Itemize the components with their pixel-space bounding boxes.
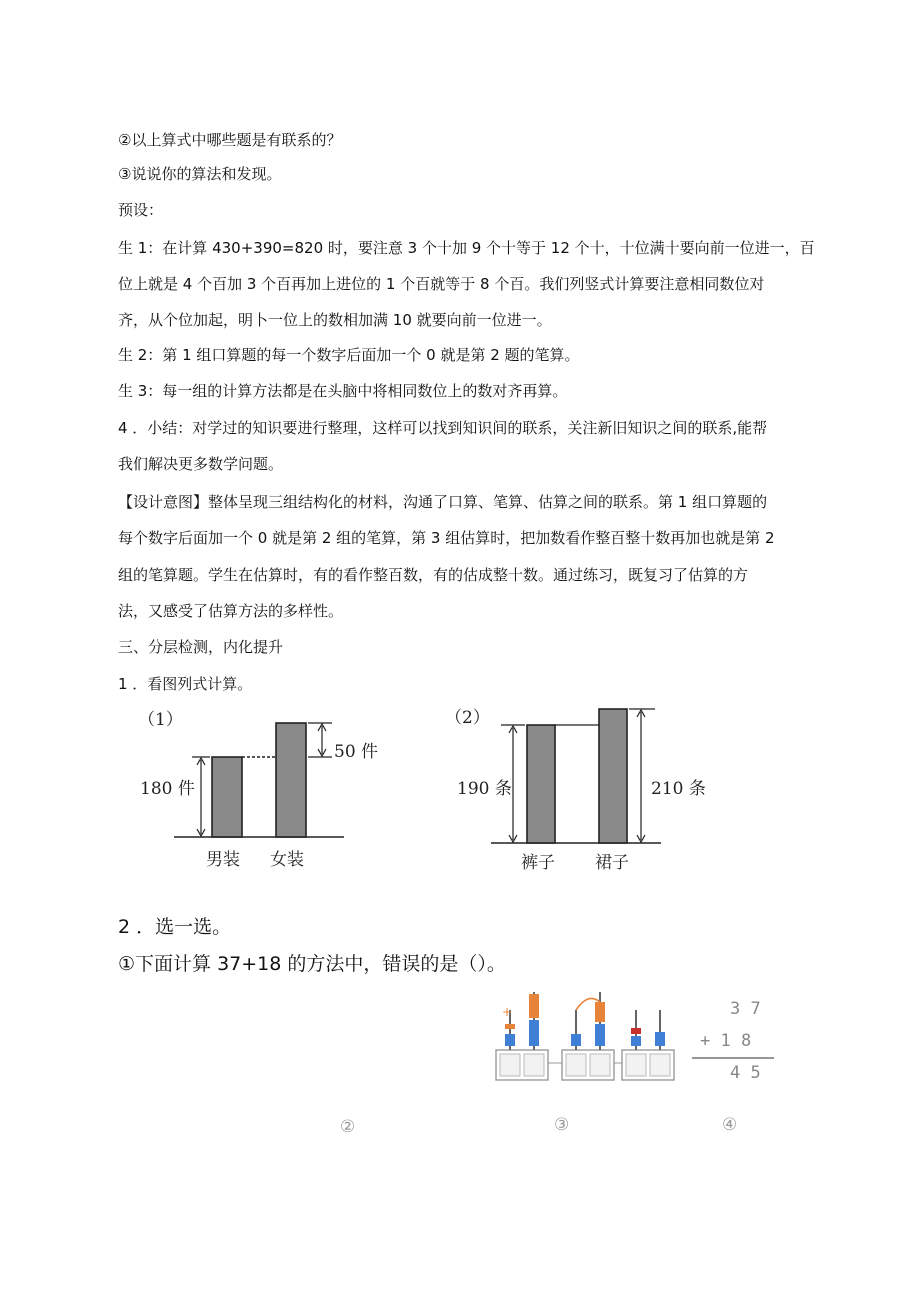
design-line2: 每个数字后面加一个 0 就是第 2 组的笔算，第 3 组估算时，把加数看作整百整十数再加也就是第 2 <box>118 529 775 547</box>
exercise-1-heading: 1 ．看图列式计算。 <box>118 675 253 693</box>
vertical-sum: 4 5 <box>730 1063 761 1083</box>
section-heading: 三、分层检测，内化提升 <box>118 638 284 656</box>
diagram2-label: （2） <box>445 708 490 728</box>
abacus-1 <box>496 992 548 1080</box>
vertical-addition <box>686 988 796 1135</box>
exercise-2-heading: 2 ．选一选。 <box>118 916 232 938</box>
diagram2-right-bar <box>599 709 627 843</box>
diagram1-left-bar <box>212 757 242 837</box>
diagram1-left-value: 180 件 <box>140 779 195 799</box>
diagram1-diff-value: 50 件 <box>334 742 379 762</box>
design-line1: 【设计意图】整体呈现三组结构化的材料，沟通了口算、笔算、估算之间的联系。第 1 组口算题的 <box>118 493 768 511</box>
student3: 生 3：每一组的计算方法都是在头脑中将相同数位上的数对齐再算。 <box>118 382 568 400</box>
abacus-methods <box>494 988 684 1135</box>
student2: 生 2：第 1 组口算题的每一个数字后面加一个 0 就是第 2 题的笔算。 <box>118 346 580 364</box>
student1-line3: 齐，从个位加起，明卜一位上的数相加满 10 就要向前一位进一。 <box>118 311 552 329</box>
summary-line1: 4 ．小结：对学过的知识要进行整理，这样可以找到知识间的联系，关注新旧知识之间的联系,能帮 <box>118 419 768 437</box>
svg-text:②: ② <box>340 1117 356 1137</box>
diagram2-left-name: 裤子 <box>521 853 555 873</box>
diagram2-right-name: 裙子 <box>595 853 629 873</box>
diagram1-right-name: 女装 <box>270 850 304 870</box>
diagram1-left-name: 男装 <box>206 850 240 870</box>
abacus-3 <box>622 1010 674 1080</box>
design-line4: 法，又感受了估算方法的多样性。 <box>118 602 344 620</box>
vertical-add: + 1 8 <box>700 1031 752 1051</box>
method-label-4: ④ <box>722 1115 738 1135</box>
diagram1-right-bar <box>276 723 306 837</box>
svg-text:+: + <box>502 1005 513 1019</box>
bar-diagram-2 <box>445 705 725 875</box>
method-label-3: ③ <box>554 1115 570 1135</box>
diagram1-label: （1） <box>138 710 183 730</box>
abacus-2 <box>562 992 614 1080</box>
design-line3: 组的笔算题。学生在估算时，有的看作整百数，有的估成整十数。通过练习，既复习了估算的方 <box>118 566 749 584</box>
summary-line2: 我们解决更多数学问题。 <box>118 455 284 473</box>
question-3: ③说说你的算法和发现。 <box>118 165 282 183</box>
student1-line2: 位上就是 4 个百加 3 个百再加上进位的 1 个百就等于 8 个百。我们列竖式计算要注意相同数位对 <box>118 275 765 293</box>
diagram2-right-value: 210 条 <box>651 779 706 799</box>
diagram2-left-bar <box>527 725 555 843</box>
diagram2-left-value: 190 条 <box>457 779 512 799</box>
question-2: ②以上算式中哪些题是有联系的？ <box>118 131 342 149</box>
bar-diagram-1 <box>130 705 379 875</box>
exercise-2-question: ①下面计算 37+18 的方法中，错误的是（）。 <box>118 953 506 975</box>
method-label-2 <box>336 1112 376 1142</box>
preset-heading: 预设： <box>118 201 164 219</box>
vertical-top: 3 7 <box>730 999 761 1019</box>
student1-line1: 生 1：在计算 430+390=820 时，要注意 3 个十加 9 个十等于 12 个十，十位满十要向前一位进一，百 <box>118 239 815 257</box>
